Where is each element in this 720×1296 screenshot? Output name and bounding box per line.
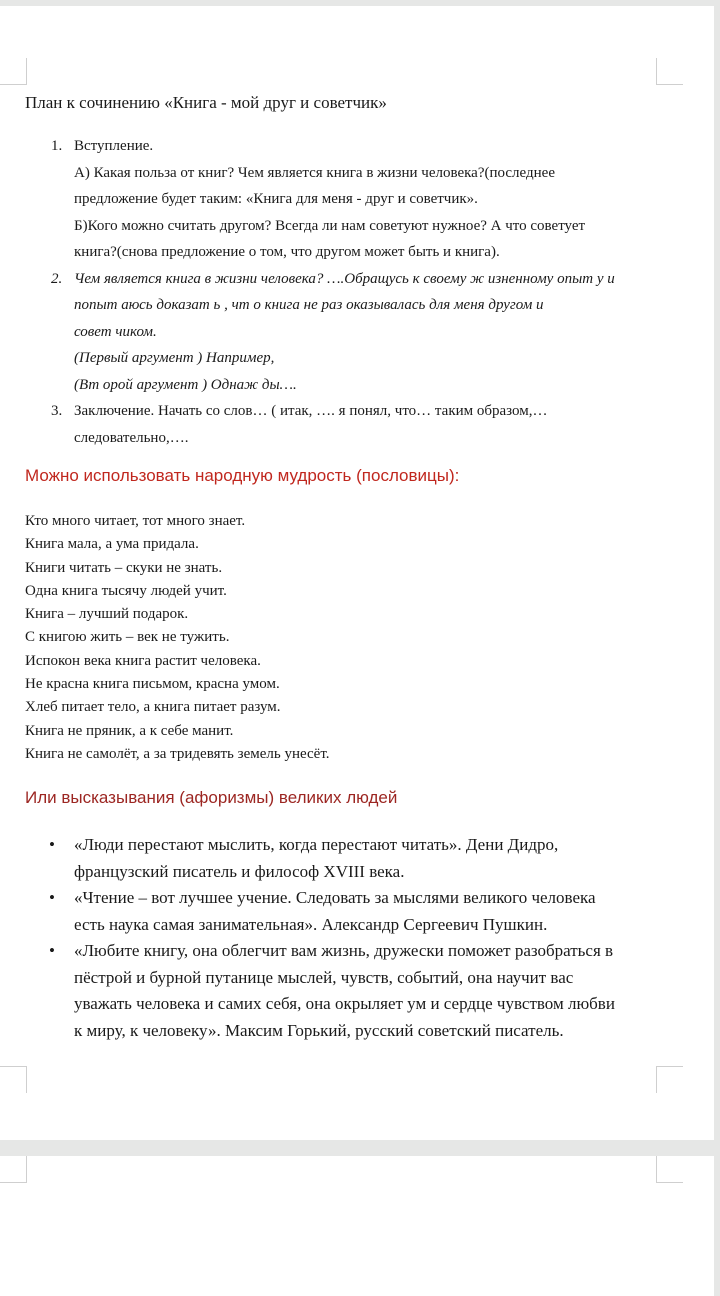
plan-item-line: следовательно,…. — [74, 429, 189, 446]
plan-item-number: 1. — [51, 138, 63, 154]
plan-item-line: Б)Кого можно считать другом? Всегда ли нам советуют нужное? А что советует — [74, 217, 586, 234]
document-title: План к сочинению «Книга - мой друг и советчик» — [25, 93, 387, 112]
proverb-item: Книга не пряник, а к себе манит. — [25, 722, 234, 739]
quote-item — [25, 885, 675, 938]
plan-item — [25, 398, 665, 451]
page-corner-mark — [0, 58, 27, 85]
document-page — [0, 6, 714, 1140]
plan-item-number: 3. — [51, 403, 63, 419]
page-corner-mark — [656, 58, 683, 85]
proverb-item: Кто много читает, тот много знает. — [25, 513, 246, 529]
plan-item-line: Заключение. Начать со слов… ( итак, …. я понял, что… таким образом,… — [74, 403, 548, 419]
plan-item-line: А) Какая польза от книг? Чем является книга в жизни человека?(последнее — [74, 164, 555, 181]
plan-item-line: (Первый аргумент ) Например, — [74, 350, 275, 366]
plan-item-line: Чем является книга в жизни человека? ….Обращусь к своему ж изненному опыт у и — [74, 270, 615, 287]
plan-item-line: совет чиком. — [74, 323, 157, 340]
plan-item — [25, 133, 665, 266]
proverb-item: Испокон века книга растит человека. — [25, 652, 261, 669]
plan-item-line: предложение будет таким: «Книга для меня - друг и советчик». — [74, 191, 478, 207]
quote-line: «Любите книгу, она облегчит вам жизнь, дружески поможет разобраться в — [74, 941, 614, 960]
page-corner-mark — [656, 1066, 683, 1093]
proverbs-list — [25, 510, 330, 766]
page-corner-mark — [656, 1156, 683, 1183]
quote-item — [25, 938, 675, 1044]
quote-line: французский писатель и философ XVIII века. — [74, 861, 405, 881]
plan-item-line: (Вт орой аргумент ) Однаж ды…. — [74, 376, 297, 393]
quotes-heading: Или высказывания (афоризмы) великих людей — [25, 788, 398, 807]
plan-item-line: книга?(снова предложение о том, что другом может быть и книга). — [74, 244, 500, 260]
plan-item-line: Вступление. — [74, 138, 154, 154]
quotes-list — [25, 832, 675, 1044]
proverb-item: Книги читать – скуки не знать. — [25, 559, 223, 576]
quote-line: есть наука самая занимательная». Александр Сергеевич Пушкин. — [74, 914, 548, 934]
proverb-item: Книга мала, а ума придала. — [25, 536, 199, 553]
plan-item — [25, 266, 665, 399]
proverb-item: С книгою жить – век не тужить. — [25, 629, 230, 646]
document-page-next — [0, 1156, 714, 1296]
bullet-icon: • — [49, 835, 55, 854]
quote-item — [25, 832, 675, 885]
proverbs-heading: Можно использовать народную мудрость (пословицы): — [25, 466, 460, 485]
plan-item-line: попыт аюсь доказат ь , чт о книга не раз оказывалась для меня другом и — [74, 297, 544, 313]
proverb-item: Не красна книга письмом, красна умом. — [25, 676, 280, 693]
page-corner-mark — [0, 1066, 27, 1093]
proverb-item: Книга – лучший подарок. — [25, 606, 189, 623]
quote-line: «Люди перестают мыслить, когда перестают читать». Дени Дидро, — [74, 835, 559, 854]
bullet-icon: • — [49, 888, 55, 907]
quote-line: «Чтение – вот лучшее учение. Следовать за мыслями великого человека — [74, 888, 596, 907]
plan-item-number: 2. — [51, 270, 63, 287]
essay-plan-list — [25, 133, 665, 451]
proverb-item: Хлеб питает тело, а книга питает разум. — [25, 699, 281, 716]
quote-line: к миру, к человеку». Максим Горький, русский советский писатель. — [74, 1020, 564, 1040]
proverb-item: Книга не самолёт, а за тридевять земель унесёт. — [25, 745, 330, 762]
proverb-item: Одна книга тысячу людей учит. — [25, 582, 227, 599]
quote-line: уважать человека и самих себя, она окрыляет ум и сердце чувством любви — [74, 994, 615, 1013]
page-corner-mark — [0, 1156, 27, 1183]
bullet-icon: • — [49, 941, 55, 960]
quote-line: пёстрой и бурной путанице мыслей, чувств, событий, она научит вас — [74, 967, 574, 987]
